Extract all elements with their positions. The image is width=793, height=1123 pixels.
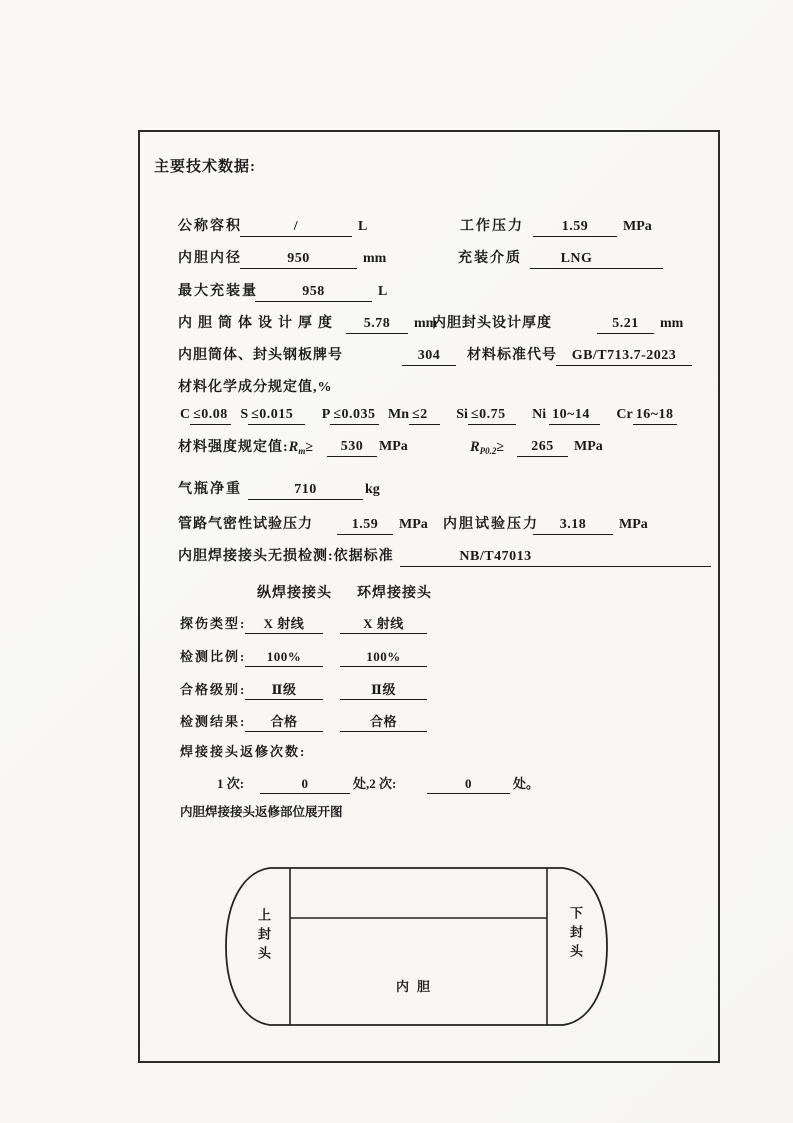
- chemical-composition-line: [180, 406, 683, 425]
- filling-medium-label: 充装介质: [458, 251, 522, 266]
- working-pressure-value: 1.59: [533, 218, 617, 237]
- repair-title: [180, 743, 306, 761]
- weld-type-circumferential-group: [340, 615, 427, 634]
- weld-result-label-text: 检测结果:: [180, 714, 247, 729]
- repair-middle-label: 处,2 次:: [353, 776, 397, 791]
- max-filling-value-group: [255, 283, 387, 302]
- shell-thickness-unit: mm: [414, 316, 438, 331]
- tank-diagram-svg: [215, 856, 625, 1034]
- rm-value: 530: [327, 438, 377, 457]
- chem-element-c: C: [180, 407, 191, 422]
- row-material-strength: [0, 438, 793, 456]
- chem-item-s: [240, 407, 305, 422]
- chem-item-p: [322, 407, 379, 422]
- chem-item-mn: [388, 407, 440, 422]
- repair-first-value: 0: [260, 775, 350, 794]
- max-filling-value: 958: [255, 283, 372, 302]
- ndt-label: 内胆焊接接头无损检测:依据标准: [178, 549, 394, 564]
- nominal-volume-unit: L: [358, 219, 368, 234]
- row-test-pressure: [0, 516, 793, 534]
- rm-operator: ≥: [305, 440, 314, 455]
- chem-limit-p: ≤0.035: [330, 406, 378, 425]
- chem-limit-cr: 16~18: [633, 406, 677, 425]
- diagram-caption: 内胆焊接接头返修部位展开图: [180, 805, 343, 819]
- row-diagram-caption: [0, 803, 793, 821]
- strength-label-group: [178, 438, 313, 460]
- weld-level-circumferential: Ⅱ级: [340, 681, 427, 700]
- rm-value-group: [327, 438, 408, 457]
- row-weld-ratio: [0, 648, 793, 666]
- field-nominal-volume: [178, 218, 242, 236]
- weld-ratio-longitudinal-group: [245, 648, 323, 667]
- row-weld-type: [0, 615, 793, 633]
- material-standard-value-group: [556, 347, 692, 366]
- head-thickness-unit: mm: [660, 316, 684, 331]
- weld-result-circumferential: 合格: [340, 713, 427, 732]
- vessel-test-value: 3.18: [533, 516, 613, 535]
- filling-medium-value: LNG: [530, 250, 663, 269]
- max-filling-unit: L: [378, 284, 388, 299]
- page-title: 主要技术数据:: [154, 159, 256, 175]
- ndt-value-group: [400, 548, 711, 567]
- repair-end-label: 处。: [513, 776, 540, 791]
- inner-diameter-value: 950: [240, 250, 357, 269]
- inner-diameter-value-group: [240, 250, 386, 269]
- row-inner-diameter: [0, 250, 793, 268]
- chem-item-c: [180, 407, 231, 422]
- chem-limit-si: ≤0.75: [468, 406, 516, 425]
- inner-diameter-unit: mm: [363, 251, 387, 266]
- inner-vessel-label: 内胆: [396, 979, 439, 994]
- chem-limit-mn: ≤2: [409, 406, 440, 425]
- chem-element-mn: Mn: [388, 407, 410, 422]
- weld-header-longitudinal: 纵焊接接头: [257, 586, 332, 601]
- field-working-pressure: [460, 218, 524, 236]
- net-weight-value: 710: [248, 481, 363, 500]
- field-ndt: [178, 548, 394, 566]
- row-chemical-composition: [0, 406, 793, 424]
- tank-diagram: [215, 856, 625, 1034]
- field-net-weight: [178, 481, 242, 499]
- shell-thickness-value: 5.78: [346, 315, 408, 334]
- weld-ratio-longitudinal: 100%: [245, 648, 323, 667]
- rm-subscript: m: [298, 446, 306, 456]
- chem-item-ni: [532, 407, 600, 422]
- shell-thickness-label: 内胆筒体设计厚度: [178, 316, 338, 331]
- weld-level-label: [180, 681, 246, 699]
- weld-type-label-text: 探伤类型:: [180, 616, 247, 631]
- weld-type-label: [180, 615, 246, 633]
- weld-ratio-label-text: 检测比例:: [180, 649, 247, 664]
- steel-grade-label: 内胆筒体、封头钢板牌号: [178, 348, 343, 363]
- row-max-filling: [0, 283, 793, 301]
- max-filling-label: 最大充装量: [178, 284, 258, 299]
- row-design-thickness: [0, 315, 793, 333]
- rp02-value: 265: [517, 438, 568, 457]
- field-head-thickness: [432, 315, 552, 333]
- strength-label: 材料强度规定值:: [178, 440, 289, 455]
- chem-element-p: P: [321, 407, 331, 422]
- working-pressure-label: 工作压力: [460, 219, 524, 234]
- material-standard-label: 材料标准代号: [467, 348, 557, 363]
- chem-limit-ni: 10~14: [549, 406, 600, 425]
- chemical-title: [178, 379, 333, 397]
- pipeline-test-value: 1.59: [337, 516, 393, 535]
- weld-result-label: [180, 713, 246, 731]
- nominal-volume-value-group: [240, 218, 367, 237]
- row-repair-title: [0, 743, 793, 761]
- rp02-value-group: [517, 438, 603, 457]
- upper-head-label: 上封头: [256, 908, 271, 965]
- rp02-symbol: R: [470, 439, 480, 455]
- net-weight-unit: kg: [365, 482, 380, 497]
- chem-element-si: Si: [456, 407, 468, 422]
- row-nominal-volume: [0, 218, 793, 236]
- chem-element-cr: Cr: [616, 407, 633, 422]
- net-weight-label: 气瓶净重: [178, 482, 242, 497]
- field-material-standard: [467, 347, 557, 365]
- rm-unit: MPa: [379, 439, 408, 454]
- field-inner-diameter: [178, 250, 242, 268]
- row-net-weight: [0, 481, 793, 499]
- chem-limit-s: ≤0.015: [248, 406, 305, 425]
- row-chemical-title: [0, 379, 793, 397]
- head-thickness-value-group: [597, 315, 683, 334]
- pipeline-test-unit: MPa: [399, 517, 428, 532]
- chem-item-si: [456, 407, 515, 422]
- field-filling-medium: [458, 250, 522, 268]
- field-vessel-test: [443, 516, 539, 534]
- pipeline-test-label: 管路气密性试验压力: [178, 517, 313, 532]
- rp02-subscript: P0.2: [479, 446, 497, 456]
- rp02-label-group: [470, 438, 504, 460]
- pipeline-test-value-group: [337, 516, 428, 535]
- row-weld-headers: [0, 585, 793, 603]
- repair-second-value: 0: [427, 775, 510, 794]
- repair-first-value-group: [260, 775, 350, 794]
- weld-ratio-circumferential-group: [340, 648, 427, 667]
- weld-level-circumferential-group: [340, 681, 427, 700]
- chem-item-cr: [616, 407, 676, 422]
- chem-element-s: S: [240, 407, 249, 422]
- weld-ratio-label: [180, 648, 246, 666]
- row-ndt-standard: [0, 548, 793, 566]
- repair-second-value-group: [427, 775, 510, 794]
- vessel-test-label: 内胆试验压力: [443, 517, 539, 532]
- chem-element-ni: Ni: [532, 407, 547, 422]
- weld-ratio-circumferential: 100%: [340, 648, 427, 667]
- net-weight-value-group: [248, 481, 380, 500]
- row-repair-counts: [0, 775, 793, 793]
- title-row: [0, 158, 793, 176]
- inner-diameter-label: 内胆内径: [178, 251, 242, 266]
- row-steel-grade: [0, 347, 793, 365]
- steel-grade-value: 304: [402, 347, 456, 366]
- nominal-volume-label: 公称容积: [178, 219, 242, 234]
- field-pipeline-test: [178, 516, 313, 534]
- repair-title-text: 焊接接头返修次数:: [180, 744, 307, 759]
- vessel-test-unit: MPa: [619, 517, 648, 532]
- weld-type-longitudinal: X 射线: [245, 615, 323, 634]
- chem-limit-c: ≤0.08: [190, 406, 231, 425]
- chemical-title-text: 材料化学成分规定值,%: [178, 380, 333, 395]
- steel-grade-value-group: [402, 347, 456, 366]
- row-weld-level: [0, 681, 793, 699]
- material-standard-value: GB/T713.7-2023: [556, 347, 692, 366]
- ndt-value: NB/T47013: [400, 548, 711, 567]
- filling-medium-value-group: [530, 250, 663, 269]
- nominal-volume-value: /: [240, 218, 352, 237]
- weld-level-longitudinal-group: [245, 681, 323, 700]
- weld-level-label-text: 合格级别:: [180, 682, 247, 697]
- weld-result-circumferential-group: [340, 713, 427, 732]
- working-pressure-unit: MPa: [623, 219, 652, 234]
- weld-header-circumferential: 环焊接接头: [357, 586, 432, 601]
- tank-outline: [226, 868, 607, 1025]
- weld-level-longitudinal: Ⅱ级: [245, 681, 323, 700]
- shell-thickness-value-group: [346, 315, 437, 334]
- rp02-unit: MPa: [574, 439, 603, 454]
- weld-result-longitudinal-group: [245, 713, 323, 732]
- field-max-filling: [178, 283, 258, 301]
- field-steel-grade: [178, 347, 343, 365]
- rm-symbol: R: [288, 439, 299, 455]
- lower-head-label: 下封头: [568, 906, 583, 963]
- repair-first-label: 1 次:: [217, 776, 245, 791]
- rp02-operator: ≥: [496, 440, 505, 455]
- weld-type-longitudinal-group: [245, 615, 323, 634]
- row-weld-result: [0, 713, 793, 731]
- working-pressure-value-group: [533, 218, 652, 237]
- vessel-test-value-group: [533, 516, 648, 535]
- head-thickness-value: 5.21: [597, 315, 654, 334]
- field-shell-thickness: [178, 315, 338, 333]
- weld-type-circumferential: X 射线: [340, 615, 427, 634]
- head-thickness-label: 内胆封头设计厚度: [432, 316, 552, 331]
- weld-result-longitudinal: 合格: [245, 713, 323, 732]
